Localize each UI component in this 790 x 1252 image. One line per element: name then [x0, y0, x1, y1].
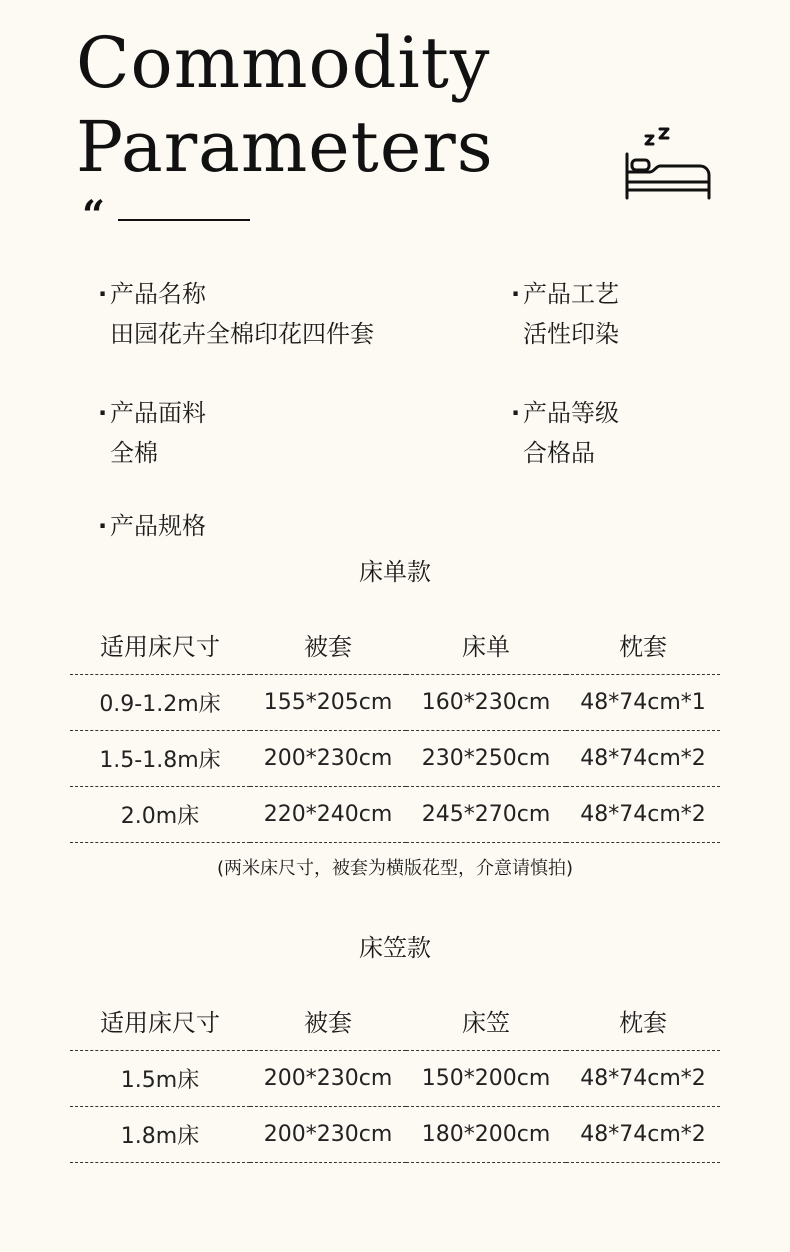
column-header: 床单 [406, 614, 566, 675]
quote-mark: “ [82, 192, 106, 239]
table-cell: 220*240cm [250, 787, 406, 843]
table-cell: 1.5-1.8m床 [70, 731, 250, 787]
title-underline [118, 219, 250, 221]
table-cell: 48*74cm*1 [566, 675, 720, 731]
param-product-grade [523, 398, 619, 468]
param-value: 合格品 [523, 439, 595, 467]
fitted-size-table [70, 990, 720, 1163]
column-header: 适用床尺寸 [70, 990, 250, 1051]
table-cell: 48*74cm*2 [566, 1107, 720, 1163]
param-product-name [110, 279, 374, 349]
table-row [70, 1051, 720, 1107]
param-label: · 产品等级 [523, 398, 619, 428]
column-header: 枕套 [566, 614, 720, 675]
param-label: · 产品工艺 [523, 279, 619, 309]
sleeping-bed-icon [620, 126, 716, 202]
column-header: 枕套 [566, 990, 720, 1051]
param-value: 活性印染 [523, 320, 619, 348]
param-value: 田园花卉全棉印花四件套 [110, 320, 374, 348]
table-header-row [70, 614, 720, 675]
table-cell: 230*250cm [406, 731, 566, 787]
table-cell: 48*74cm*2 [566, 787, 720, 843]
table-row [70, 1107, 720, 1163]
column-header: 被套 [250, 990, 406, 1051]
fitted-table-title: 床笠款 [359, 934, 431, 962]
table-cell: 155*205cm [250, 675, 406, 731]
table-cell: 180*200cm [406, 1107, 566, 1163]
param-label: · 产品面料 [110, 398, 206, 428]
table-cell: 200*230cm [250, 731, 406, 787]
page-title-line2: Parameters [76, 106, 494, 188]
column-header: 被套 [250, 614, 406, 675]
table-cell: 200*230cm [250, 1107, 406, 1163]
table-cell: 150*200cm [406, 1051, 566, 1107]
table-cell: 48*74cm*2 [566, 1051, 720, 1107]
param-product-fabric [110, 398, 206, 468]
table-cell: 0.9-1.2m床 [70, 675, 250, 731]
table-header-row [70, 990, 720, 1051]
param-label: · 产品规格 [110, 511, 206, 541]
sheet-size-table [70, 614, 720, 843]
table-row [70, 675, 720, 731]
param-value: 全棉 [110, 439, 158, 467]
param-product-craft [523, 279, 619, 349]
param-product-spec [110, 511, 206, 541]
table-cell: 200*230cm [250, 1051, 406, 1107]
table-cell: 1.5m床 [70, 1051, 250, 1107]
table-row [70, 731, 720, 787]
table-cell: 1.8m床 [70, 1107, 250, 1163]
table-cell: 2.0m床 [70, 787, 250, 843]
table-row [70, 787, 720, 843]
table-cell: 160*230cm [406, 675, 566, 731]
page-title-line1: Commodity [76, 22, 491, 104]
table-cell: 245*270cm [406, 787, 566, 843]
table-cell: 48*74cm*2 [566, 731, 720, 787]
column-header: 床笠 [406, 990, 566, 1051]
param-label: · 产品名称 [110, 279, 374, 309]
sheet-table-title: 床单款 [359, 558, 431, 586]
sheet-table-note: (两米床尺寸，被套为横版花型，介意请慎拍) [216, 858, 574, 879]
column-header: 适用床尺寸 [70, 614, 250, 675]
